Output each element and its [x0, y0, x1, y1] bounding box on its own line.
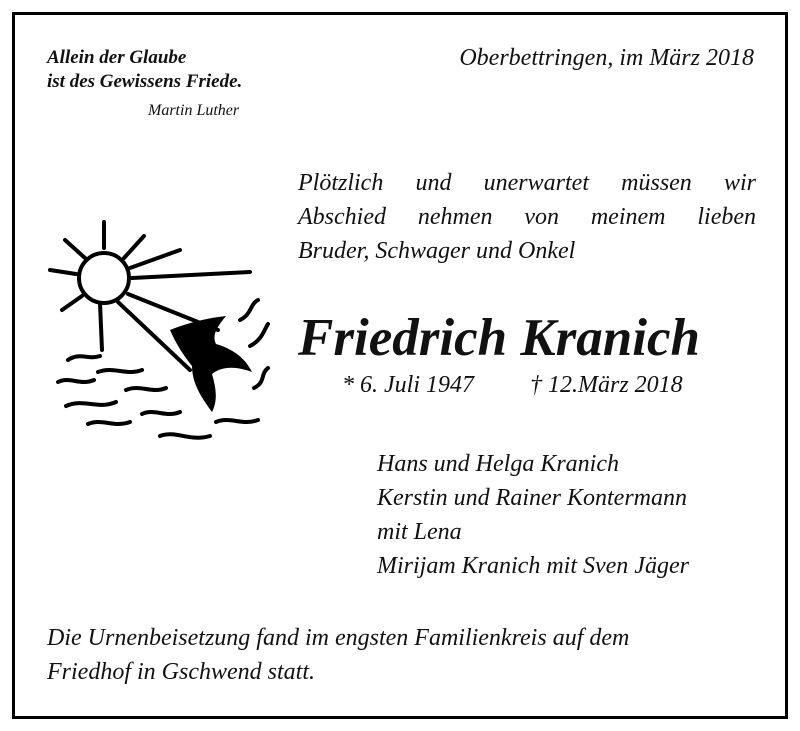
- intro-line-1: Plötzlich und unerwartet müssen wir: [298, 170, 756, 196]
- intro-line-2: Abschied nehmen von meinem lieben: [298, 204, 756, 230]
- place-date: Oberbettringen, im März 2018: [459, 45, 754, 71]
- footer-line-2: Friedhof in Gschwend statt.: [47, 659, 315, 685]
- mourner-line: Mirijam Kranich mit Sven Jäger: [377, 553, 689, 579]
- quote-author: Martin Luther: [148, 102, 240, 119]
- intro-line-3: Bruder, Schwager und Onkel: [298, 238, 576, 264]
- death-date: † 12.März 2018: [530, 372, 683, 398]
- sun-bird-icon: [40, 210, 275, 455]
- mourner-line: Kerstin und Rainer Kontermann: [377, 485, 687, 511]
- birth-date: * 6. Juli 1947: [342, 372, 474, 398]
- quote-line-2: ist des Gewissens Friede.: [47, 71, 243, 92]
- mourner-line: mit Lena: [377, 519, 462, 545]
- deceased-name: Friedrich Kranich: [298, 309, 701, 367]
- quote-line-1: Allein der Glaube: [47, 47, 187, 68]
- footer-line-1: Die Urnenbeisetzung fand im engsten Familienkreis auf dem: [47, 625, 630, 651]
- mourner-line: Hans und Helga Kranich: [377, 451, 619, 477]
